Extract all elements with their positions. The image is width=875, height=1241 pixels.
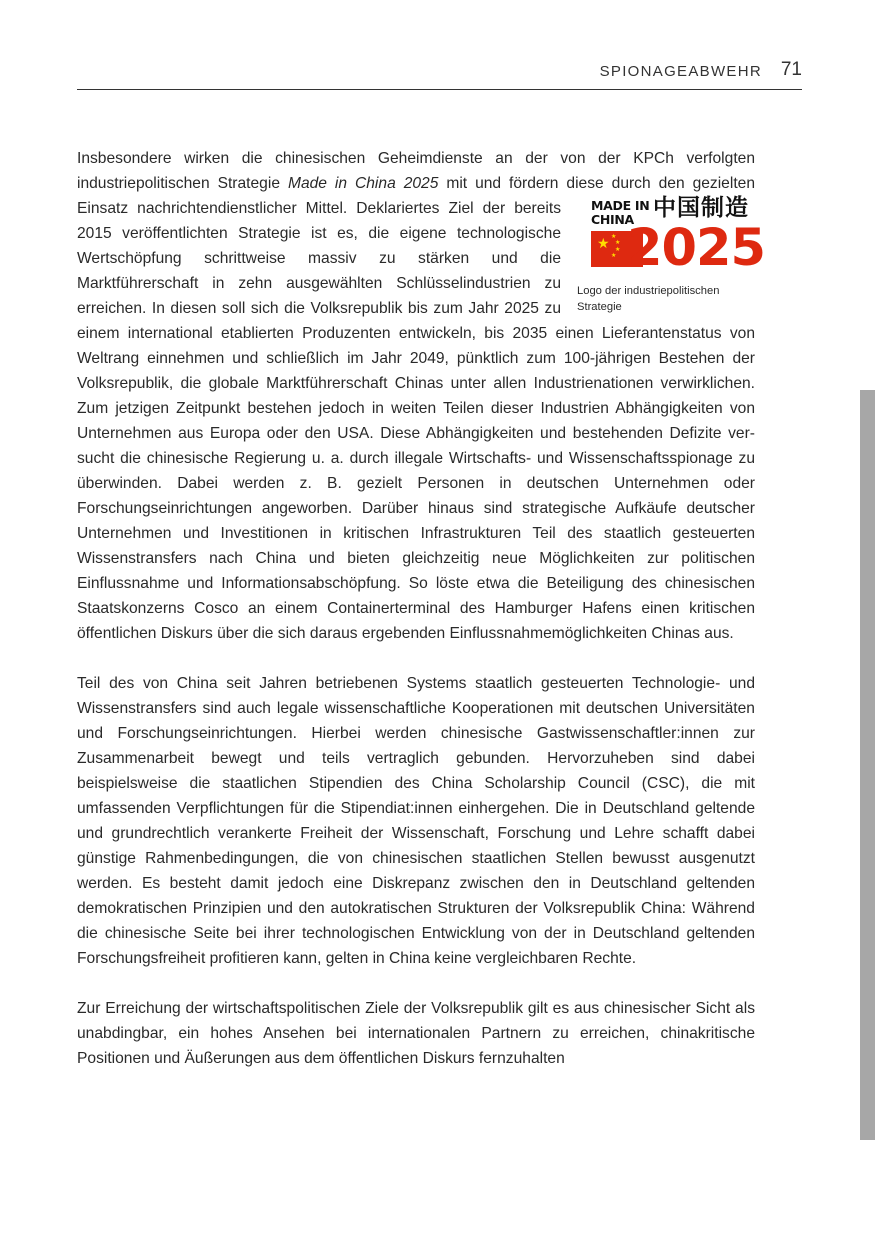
paragraph-1-start: Insbesondere wirken die chinesischen Geheimdienste an der von der KPCh verfolgten industriepolitischen Strategie [77, 150, 755, 192]
paragraph-2: Teil des von China seit Jahren betriebenen Systems staatlich gesteuerten Technologie- und Wissenstransfers sind auch legale wissenschaftliche Kooperationen mit deutschen Universitäten und Forschungseinrichtungen. Hierbei werden chinesische Gastwissenschaftler:innen zur Zusammenarbeit bewegt und teils vertraglich gebunden. Hervorzuheben sind dabei beispielsweise die staatlichen Stipendien des China Scholarship Council (CSC), die mit umfassenden Verpflichtungen für die Stipendiat:innen einhergehen. Die in Deutschland geltende und grundrechtlich verankerte Freiheit der Wissenschaft, Forschung und Lehre schafft dabei günstige Rahmenbedingungen, die von chinesischen staatlichen Stellen bewusst ausgenutzt werden. Es besteht damit jedoch eine Diskrepanz zwischen den in Deutschland geltenden demokratischen Prinzipien und den autokratischen Strukturen der Volksrepublik China: Während die chinesische Seite bei ihrer technologischen Entwicklung von der in Deutschland geltenden Forschungsfreiheit profitieren kann, gelten in China keine vergleichbaren Rechte. [77, 675, 755, 967]
figure-caption: Logo der industriepolitischen Strategie [577, 285, 720, 313]
page-number: 71 [780, 59, 802, 80]
logo-made-in-china-text: MADE IN CHINA [591, 198, 650, 227]
paragraph-1 [77, 146, 765, 646]
logo-chinese-text: 中国制造 [653, 195, 749, 221]
paragraph-3: Zur Erreichung der wirtschaftspolitischen Ziele der Volksrepublik gilt es aus chinesischer Sicht als unabdingbar, ein hohes Ansehen bei internationalen Partnern zu erreichen, chinakritische Positionen und Äußerungen aus dem öffentlichen Diskurs fernzuhalten [77, 1000, 755, 1067]
body-text [77, 146, 765, 1096]
made-in-china-2025-logo [591, 195, 765, 279]
running-header [77, 56, 802, 90]
logo-year: 2025 [627, 219, 765, 278]
logo-figure [577, 195, 765, 315]
chapter-thumb-tab [860, 390, 875, 1140]
strategy-name: Made in China 2025 [287, 175, 439, 192]
paragraph-1-intro-end: mit und fördern diese durch den [438, 175, 685, 192]
china-flag-icon: ★ ★ ★ ★ ★ [591, 231, 643, 267]
section-title: SPIONAGEABWEHR [599, 63, 762, 80]
paragraph-1-rest: gezielten Einsatz nachrichtendienstlicher Mittel. Deklariertes Ziel der bereits 2015 veröffentlichten Strategie ist es, die eigene technologische Wertschöpfung schrittweise massiv zu stärken und die Marktführerschaft in zehn ausgewählten Schlüsselindustrien zu erreichen. In diesen soll sich die Volksrepublik bis zum Jahr 2025 zu einem international etablierten Produzenten entwickeln, bis 2035 einen Lieferantenstatus von Weltrang einnehmen und schließlich im Jahr 2049, pünktlich zum 100-jährigen Bestehen der Volksrepublik, die globale Marktführerschaft Chinas unter allen Industrienationen verwirklichen. Zum jetzigen Zeitpunkt bestehen jedoch in weiten Teilen dieser Industrien Abhängigkeiten von Unternehmen aus Europa oder den USA. Diese Abhängigkeiten und bestehenden Defizite versucht die chinesische Regierung u. a. durch illegale Wirtschafts- und Wissenschaftsspionage zu überwinden. Dabei werden z. B. gezielt Personen in deutschen Unternehmen oder Forschungseinrichtungen angeworben. Darüber hinaus sind strategische Aufkäufe deutscher Unternehmen und Investitionen in kritischen Infrastrukturen Teil des staatlich gesteuerten Wissenstransfers nach China und bieten gleichzeitig neue Möglichkeiten zur politischen Einflussnahme und Informationsabschöpfung. So löste etwa die Beteiligung des chinesischen Staatskonzerns Cosco an einem Containerterminal des Hamburger Hafens einen kritischen öffentlichen Diskurs über die sich daraus ergebenden Einflussnahmemöglichkeiten Chinas aus. [77, 175, 755, 642]
